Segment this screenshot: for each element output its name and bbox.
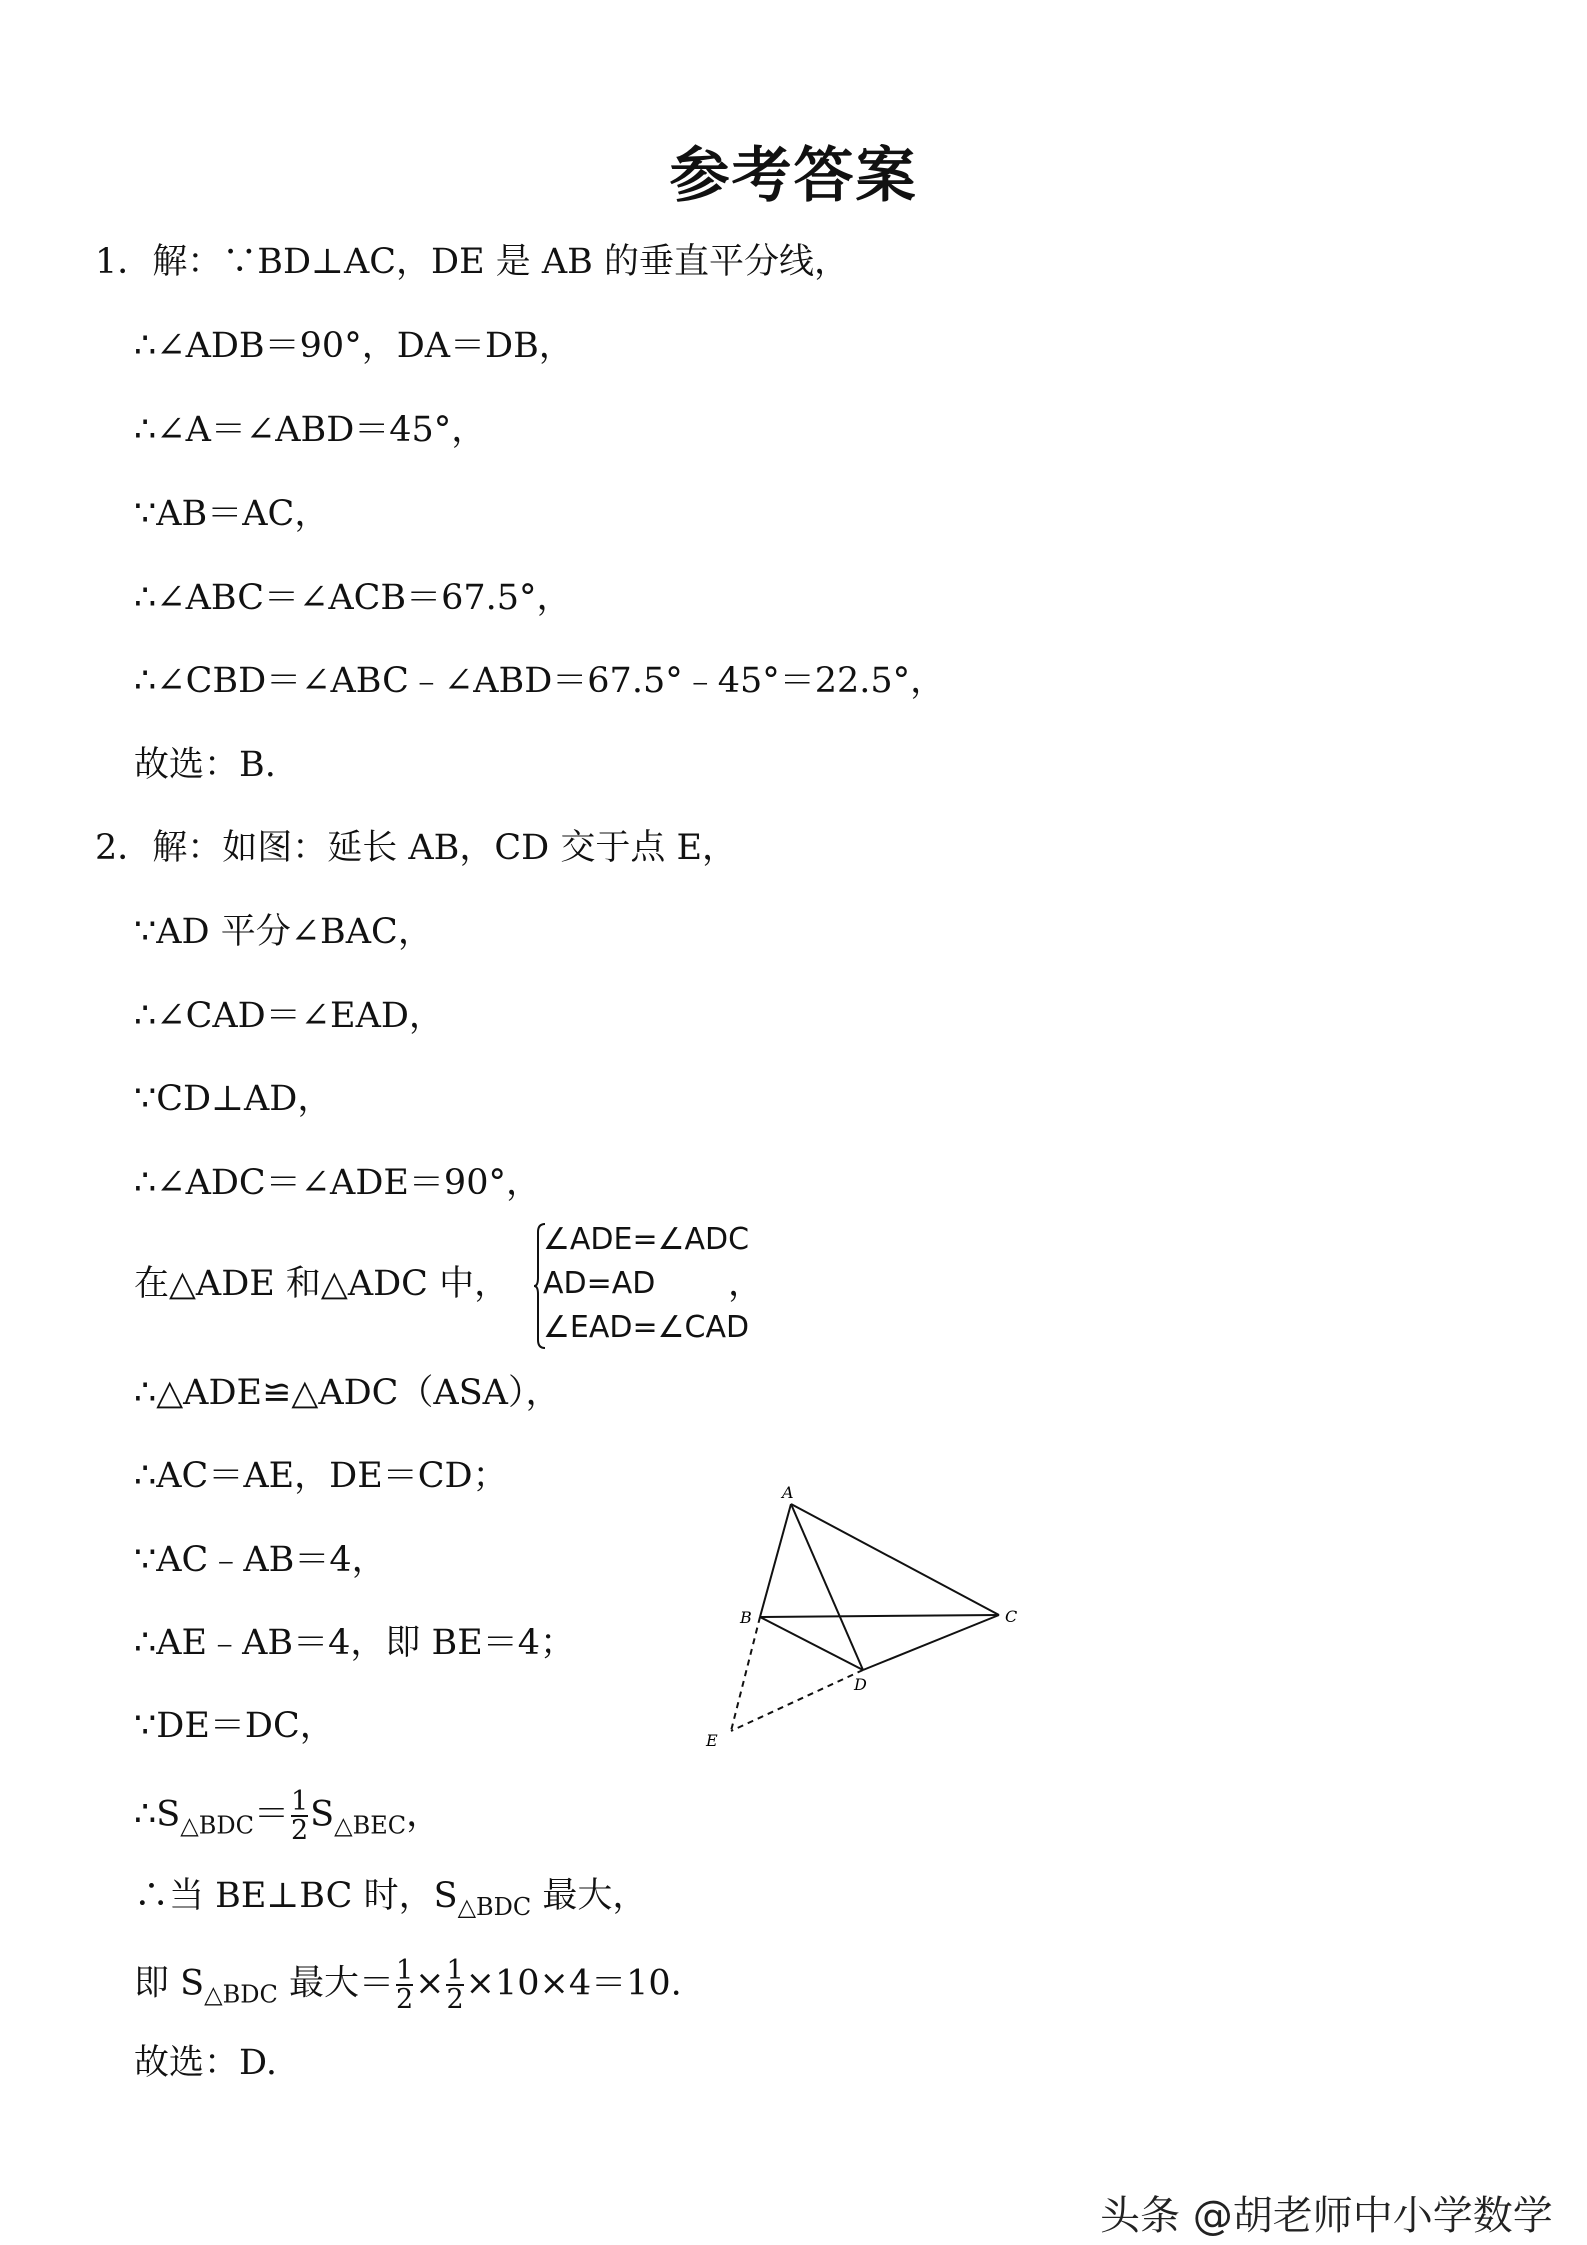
q2-line-13-end: 最大， [531, 1876, 648, 1916]
segment-ad [791, 1504, 863, 1670]
q2-line-8: ∴AC＝AE，DE＝CD； [134, 1456, 508, 1496]
q2-line-4: ∵CD⊥AD， [134, 1079, 333, 1119]
vertex-label-a: A [782, 1483, 794, 1502]
subscript: △BEC [334, 1811, 407, 1840]
q2-line-14-start: 即 S [134, 1963, 205, 2004]
q1-line-6: ∴∠CBD＝∠ABC﹣∠ABD＝67.5°﹣45°＝22.5°， [134, 661, 946, 701]
watermark: 头条 @胡老师中小学数学 [1100, 2193, 1553, 2239]
q2-line-2: ∵AD 平分∠BAC， [134, 912, 433, 952]
equation-row-1: ∠ADE=∠ADC [543, 1222, 750, 1257]
q2-line-14 [134, 1957, 682, 2017]
q2-line-1: 2．解：如图：延长 AB，CD 交于点 E， [95, 828, 738, 868]
segment-dc [863, 1615, 999, 1670]
comma: ， [406, 1794, 442, 1835]
denominator: 2 [395, 1984, 414, 2015]
segment-ac [791, 1504, 999, 1615]
vertex-label-d: D [854, 1675, 867, 1694]
q2-line-7: ∴△ADE≌△ADC（ASA）， [134, 1373, 561, 1413]
equation-row-3: ∠EAD=∠CAD [543, 1310, 750, 1345]
vertex-label-e: E [706, 1731, 718, 1750]
segment-bc [760, 1615, 999, 1617]
q1-line-5: ∴∠ABC＝∠ACB＝67.5°， [134, 578, 572, 618]
segment-bd [760, 1617, 863, 1670]
vertex-label-b: B [740, 1608, 752, 1627]
segment-ab [760, 1504, 791, 1617]
q1-answer: 故选：B. [134, 745, 276, 785]
page-title: 参考答案 [669, 141, 918, 211]
subscript: △BDC [204, 1980, 278, 2009]
equals-sign: ＝ [253, 1794, 289, 1835]
q2-line-5: ∴∠ADC＝∠ADE＝90°， [134, 1163, 541, 1203]
q2-line-9: ∵AC﹣AB＝4， [134, 1540, 387, 1580]
subscript: △BDC [180, 1811, 254, 1840]
q1-line-3: ∴∠A＝∠ABD＝45°， [134, 410, 487, 450]
q2-line-6: 在△ADE 和△ADC 中， [134, 1264, 510, 1304]
q1-line-4: ∵AB＝AC， [134, 494, 330, 534]
q2-line-12-start: ∴S [134, 1794, 181, 1835]
extension-be [731, 1617, 760, 1731]
q2-line-13-start: ∴当 BE⊥BC 时，S [134, 1876, 458, 1916]
area-symbol: S [310, 1794, 335, 1835]
subscript: △BDC [457, 1893, 532, 1921]
triangle-diagram [698, 1476, 1038, 1766]
q2-line-12 [134, 1788, 441, 1848]
q2-line-10: ∴AE﹣AB＝4，即 BE＝4； [134, 1623, 576, 1663]
q2-line-14-end: ×10×4＝10. [465, 1963, 682, 2004]
q2-answer: 故选：D. [134, 2043, 277, 2083]
vertex-label-c: C [1005, 1607, 1018, 1626]
q2-line-11: ∵DE＝DC， [134, 1706, 335, 1746]
fraction-half [446, 1957, 463, 2013]
times-sign: × [415, 1963, 445, 2004]
numerator: 1 [446, 1955, 464, 1986]
denominator: 2 [446, 1984, 464, 2015]
q2-line-14-mid: 最大＝ [277, 1963, 394, 2004]
q1-line-1: 1．解：∵BD⊥AC，DE 是 AB 的垂直平分线， [95, 242, 850, 282]
equation-system [533, 1222, 750, 1350]
equation-row-2: AD=AD [543, 1266, 656, 1301]
extension-de [731, 1670, 863, 1731]
q1-line-2: ∴∠ADB＝90°，DA＝DB， [134, 326, 574, 366]
fraction-half [291, 1788, 308, 1844]
q2-line-3: ∴∠CAD＝∠EAD， [134, 996, 444, 1036]
fraction-half [396, 1957, 413, 2013]
geometry-figure [698, 1476, 1038, 1770]
numerator: 1 [290, 1786, 309, 1817]
denominator: 2 [290, 1815, 309, 1846]
q2-line-13 [134, 1874, 647, 1929]
numerator: 1 [395, 1955, 414, 1986]
equation-system-comma: ， [728, 1264, 764, 1304]
